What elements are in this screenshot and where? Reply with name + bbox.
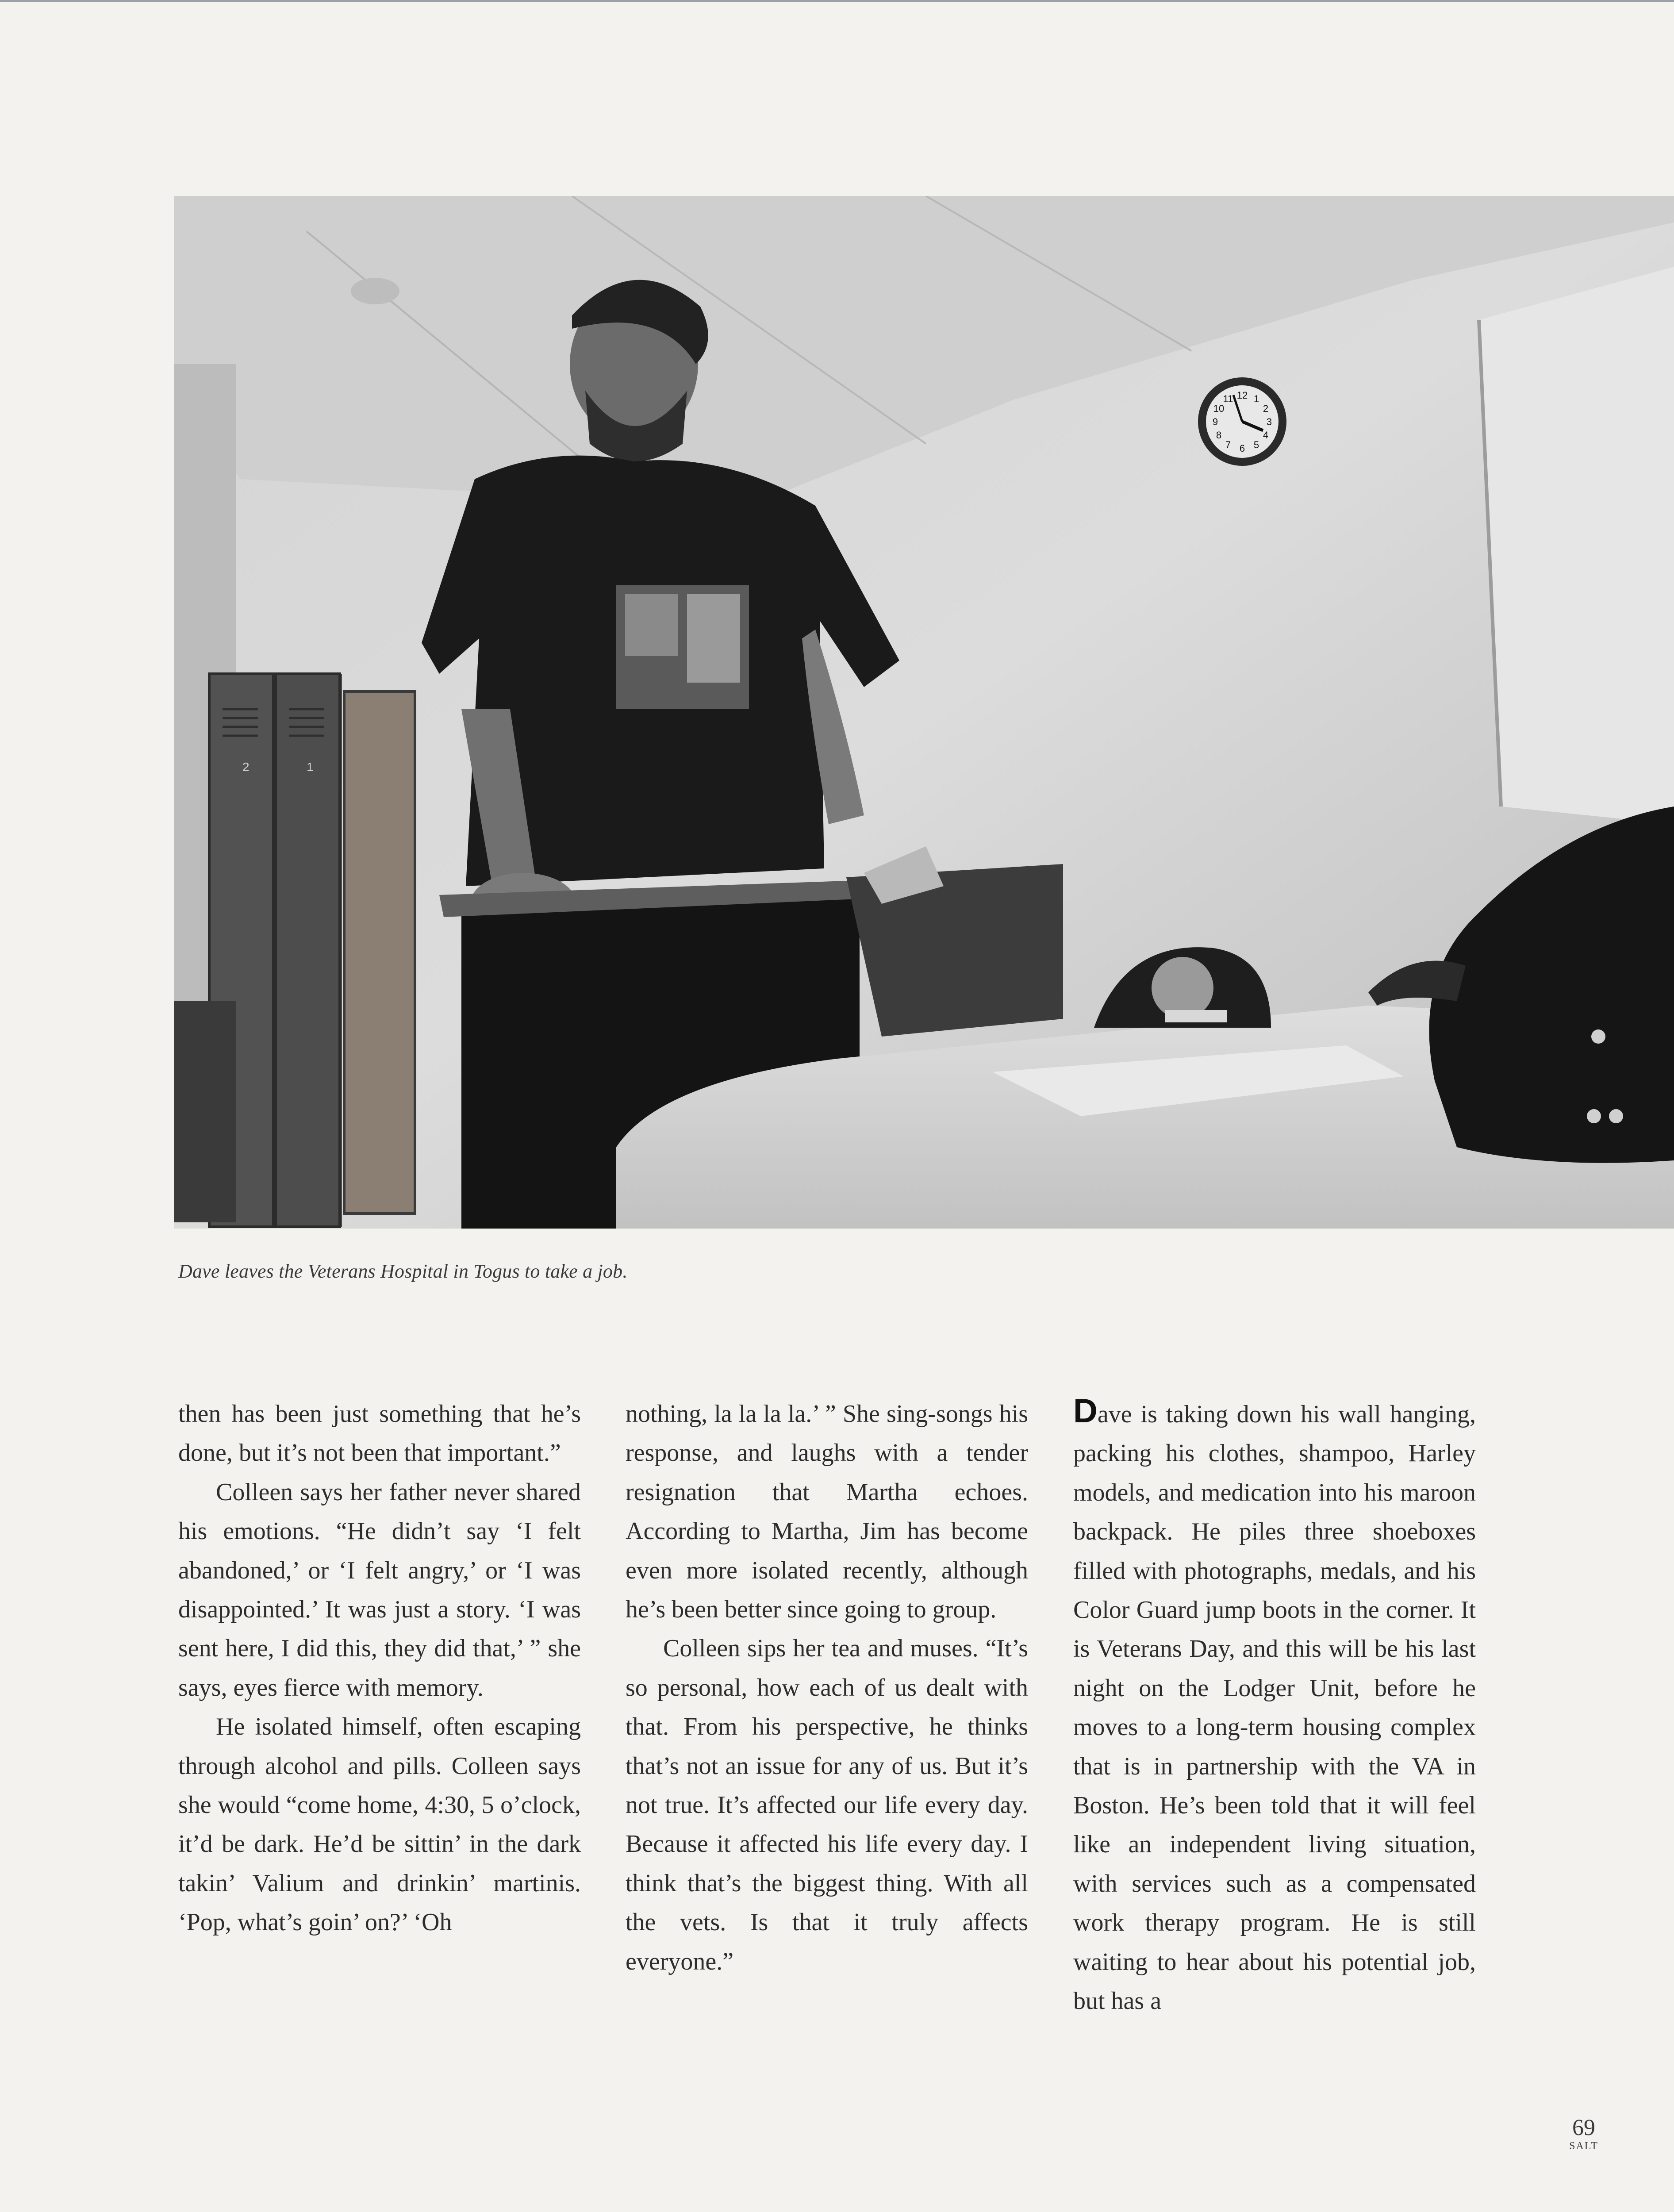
paragraph: nothing, la la la la.’ ” She sing-songs his response, and laughs with a tender resignation that Martha echoes. According to Martha, Jim has become even more isolated recently, although he’s been better since going to group. — [626, 1400, 1028, 1624]
clock-numeral-2: 2 — [1263, 403, 1269, 414]
clock-numeral-9: 9 — [1212, 416, 1218, 427]
clock-numeral-12: 12 — [1236, 390, 1248, 401]
clock-numeral-5: 5 — [1253, 439, 1259, 450]
text-column-2 — [626, 1394, 1028, 1981]
wall-clock-icon — [1198, 377, 1286, 466]
photo-caption: Dave leaves the Veterans Hospital in Togus to take a job. — [178, 1260, 628, 1282]
clock-numeral-7: 7 — [1225, 439, 1231, 450]
top-rule — [0, 0, 1674, 2]
clock-numeral-1: 1 — [1253, 393, 1259, 404]
article-photo — [174, 196, 1674, 1229]
paragraph: Colleen says her father never shared his emotions. “He didn’t say ‘I felt abandoned,’ or ‘I felt angry,’ or ‘I was disappointed.’ It was just a story. ‘I was sent here, I did this, they did that,’ ” she says, eyes fierce with memory. — [178, 1478, 581, 1701]
clock-numeral-10: 10 — [1213, 403, 1225, 414]
locker-number-2: 2 — [242, 760, 250, 774]
magazine-name: SALT — [1569, 2140, 1598, 2152]
drop-cap: D — [1073, 1392, 1098, 1430]
clock-numeral-8: 8 — [1216, 430, 1222, 441]
paragraph — [1073, 1394, 1476, 2021]
page-folio — [1557, 2116, 1610, 2152]
text-column-3 — [1073, 1394, 1476, 2021]
clock-numeral-3: 3 — [1266, 416, 1272, 427]
clock-numeral-6: 6 — [1239, 443, 1245, 454]
paragraph: Colleen sips her tea and muses. “It’s so personal, how each of us dealt with that. From his perspective, he thinks that’s not an issue for any of us. But it’s not true. It’s affected our life every day. Because it affected his life every day. I think that’s the biggest thing. With all the vets. Is that it truly affects everyone.” — [626, 1635, 1028, 1975]
clock-numeral-4: 4 — [1263, 430, 1269, 441]
paragraph-text: ave is taking down his wall hanging, packing his clothes, shampoo, Harley models, and medication into his maroon backpack. He piles three shoeboxes filled with photographs, medals, and his Color Guard jump boots in the corner. It is Veterans Day, and this will be his last night on the Lodger Unit, before he moves to a long-term housing complex that is in partnership with the VA in Boston. He’s been told that it will feel like an independent living situation, with services such as a compensated work therapy program. He is still waiting to hear about his potential job, but has a — [1073, 1401, 1476, 2015]
locker-number-1: 1 — [307, 760, 314, 774]
paragraph: He isolated himself, often escaping through alcohol and pills. Colleen says she would “come home, 4:30, 5 o’clock, it’d be dark. He’d be sittin’ in the dark takin’ Valium and drinkin’ martinis. ‘Pop, what’s goin’ on?’ ‘Oh — [178, 1713, 581, 1936]
clock-numeral-11: 11 — [1223, 393, 1233, 404]
page-number: 69 — [1572, 2115, 1595, 2140]
text-column-1 — [178, 1394, 581, 1942]
lockers — [174, 674, 415, 1227]
paragraph: then has been just something that he’s done, but it’s not been that important.” — [178, 1400, 581, 1467]
